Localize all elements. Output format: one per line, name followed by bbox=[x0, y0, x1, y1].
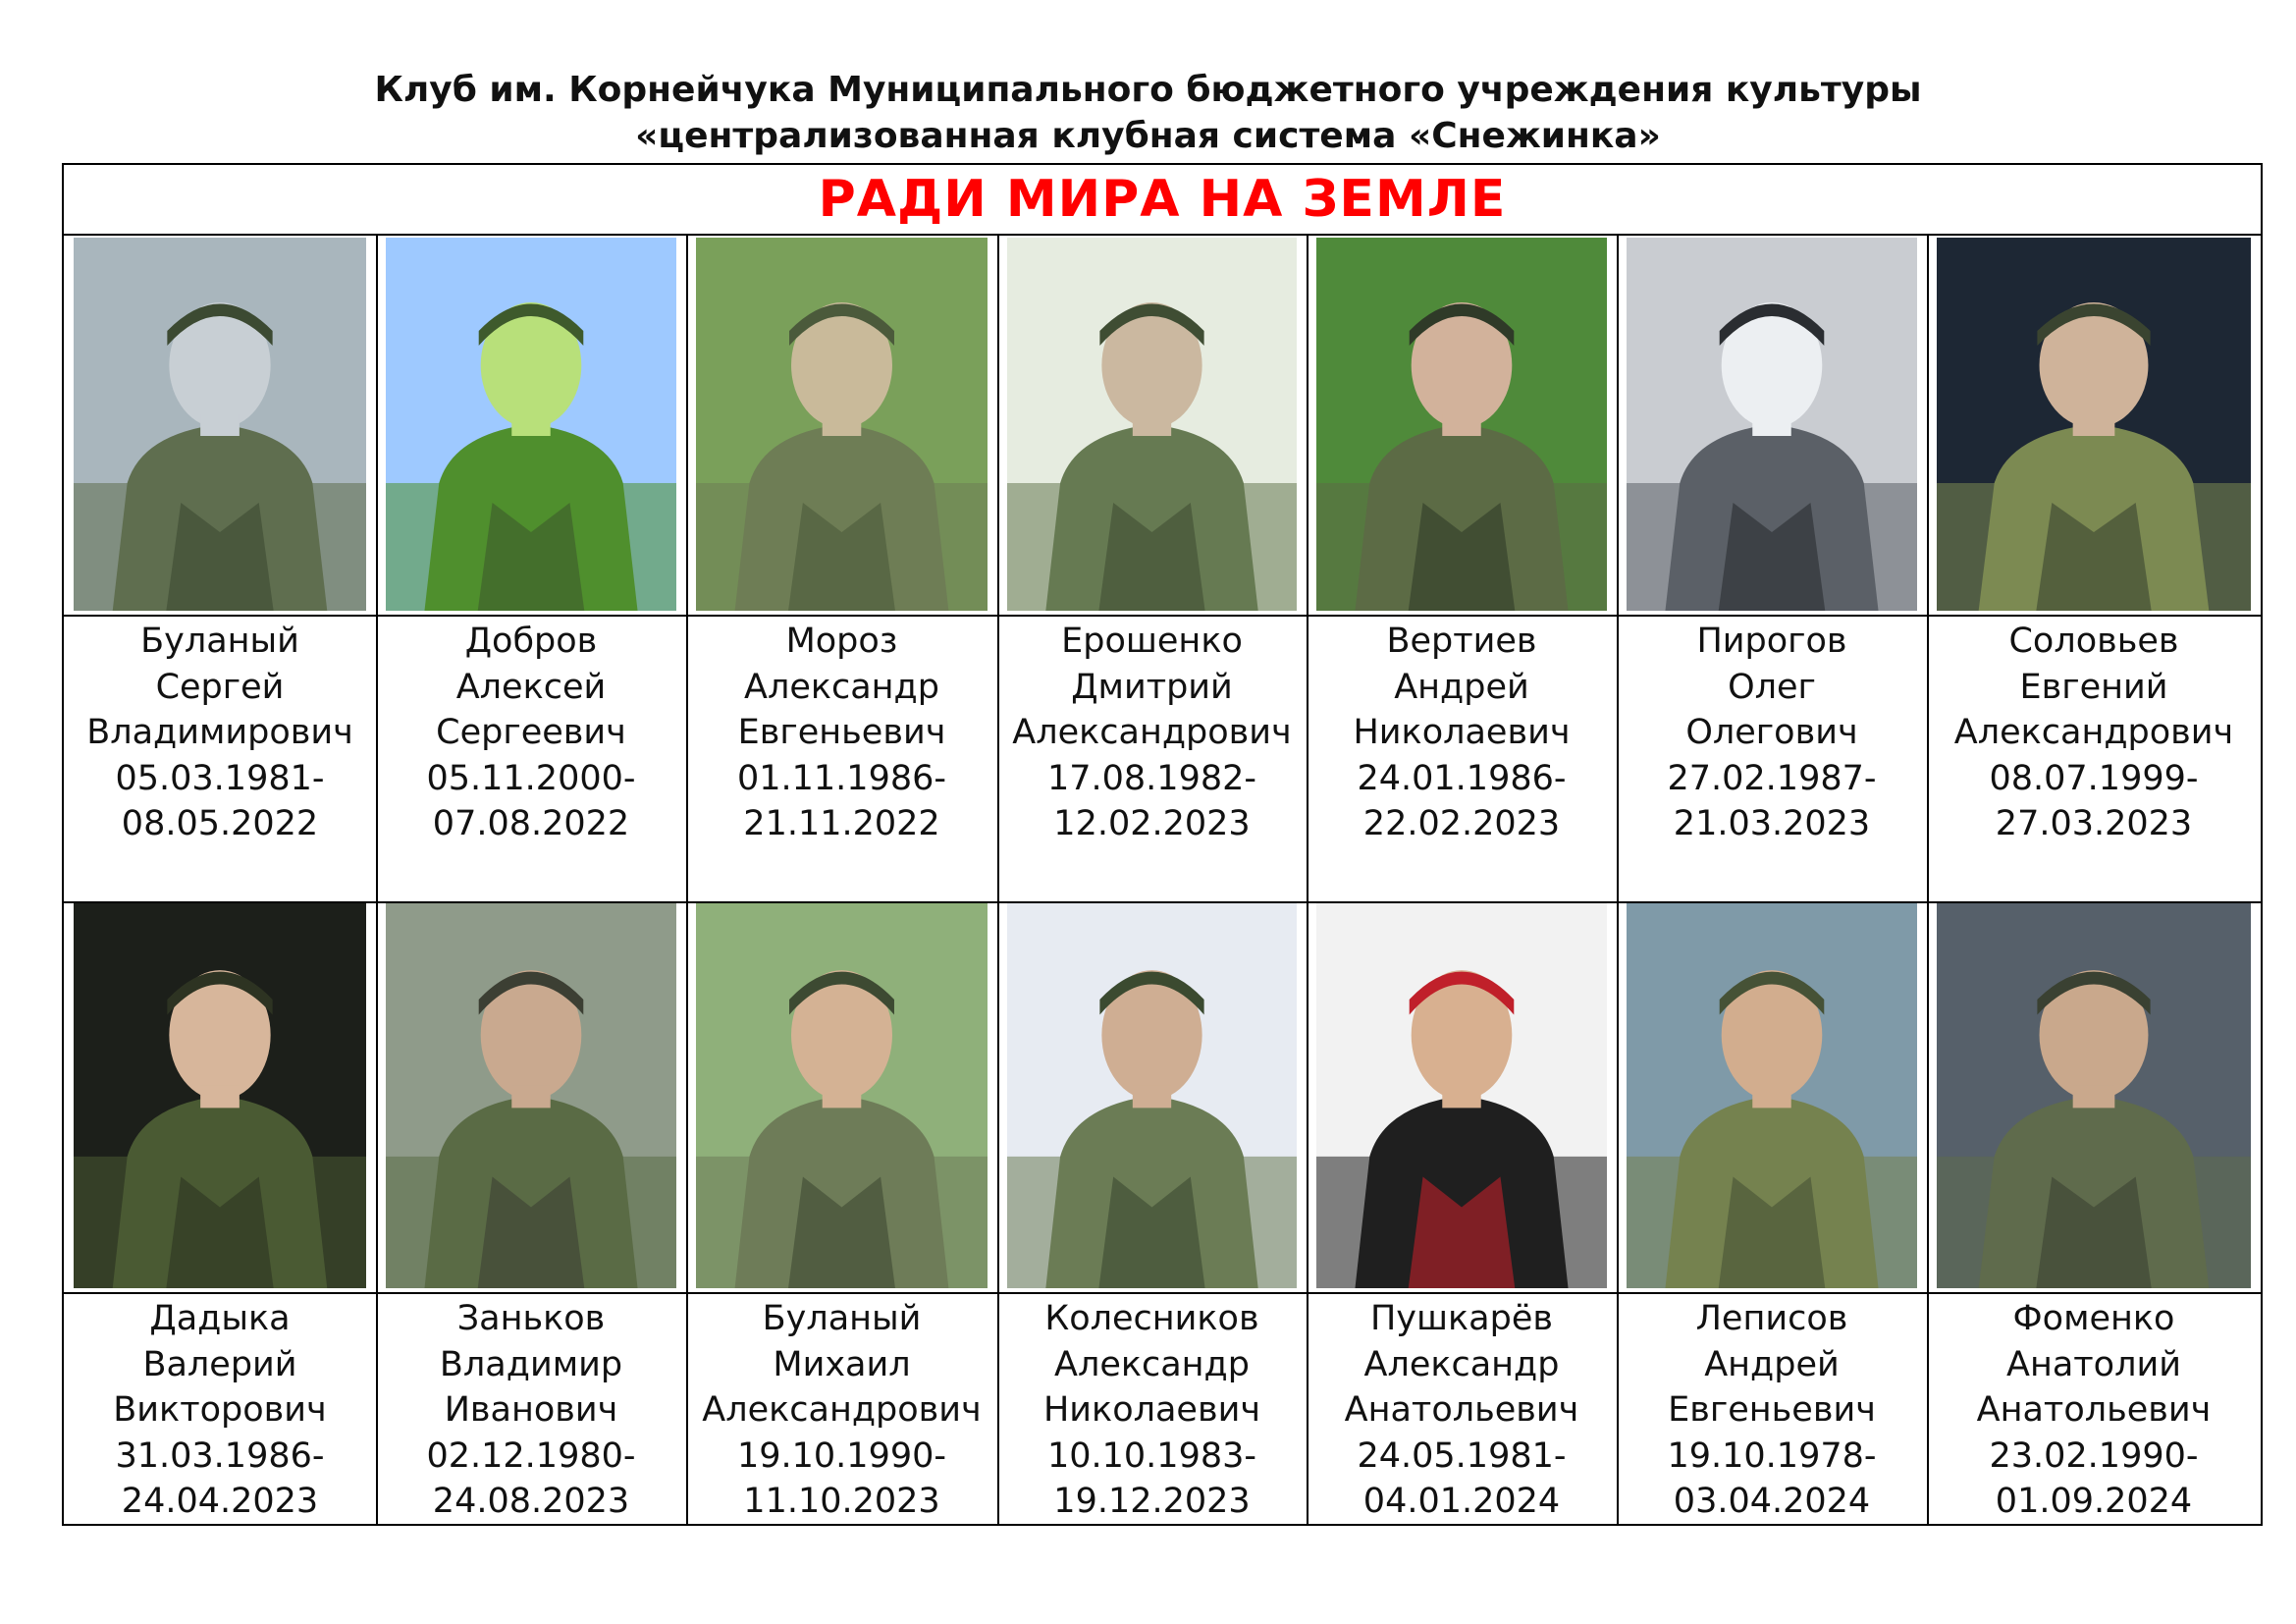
person-patronymic: Анатольевич bbox=[1344, 1390, 1579, 1430]
person-first-name: Андрей bbox=[1394, 667, 1529, 707]
portrait-photo bbox=[74, 903, 366, 1288]
portrait-silhouette bbox=[1627, 238, 1917, 611]
portrait-silhouette bbox=[74, 903, 366, 1288]
portrait-photo bbox=[1937, 903, 2251, 1288]
person-surname: Мороз bbox=[785, 622, 898, 661]
person-caption bbox=[1617, 619, 1927, 847]
person-first-name: Сергей bbox=[155, 667, 285, 707]
portrait-photo bbox=[1316, 903, 1607, 1288]
person-caption bbox=[1307, 619, 1617, 847]
person-death-date: 07.08.2022 bbox=[432, 804, 630, 843]
portrait-silhouette bbox=[386, 238, 676, 611]
person-patronymic: Владимирович bbox=[86, 713, 353, 752]
portrait-photo bbox=[1937, 238, 2251, 611]
person-death-date: 27.03.2023 bbox=[1995, 804, 2193, 843]
person-patronymic: Николаевич bbox=[1353, 713, 1571, 752]
person-surname: Соловьев bbox=[2008, 622, 2179, 661]
person-birth-date: 23.02.1990- bbox=[1989, 1435, 2199, 1476]
portrait-photo bbox=[1316, 238, 1607, 611]
person-death-date: 19.12.2023 bbox=[1053, 1482, 1251, 1521]
person-surname: Фоменко bbox=[2012, 1299, 2175, 1338]
person-death-date: 21.11.2022 bbox=[743, 804, 940, 843]
person-patronymic: Евгеньевич bbox=[737, 713, 946, 752]
person-first-name: Александр bbox=[744, 667, 939, 707]
person-surname: Добров bbox=[464, 622, 598, 661]
portrait-silhouette bbox=[696, 903, 988, 1288]
portrait-photo bbox=[74, 238, 366, 611]
person-caption bbox=[686, 1296, 997, 1525]
person-caption bbox=[64, 1296, 376, 1525]
person-first-name: Валерий bbox=[142, 1344, 297, 1384]
person-first-name: Дмитрий bbox=[1071, 667, 1233, 707]
person-first-name: Андрей bbox=[1704, 1344, 1840, 1384]
person-surname: Дадыка bbox=[149, 1299, 291, 1338]
person-birth-date: 24.01.1986- bbox=[1357, 758, 1567, 798]
portrait-silhouette bbox=[696, 238, 988, 611]
grid-line bbox=[1617, 236, 1619, 1524]
header-line-2: «централизованная клубная система «Снежинка» bbox=[635, 116, 1661, 156]
banner-title: РАДИ МИРА НА ЗЕМЛЕ bbox=[818, 170, 1507, 229]
person-surname: Пушкарёв bbox=[1369, 1299, 1554, 1338]
person-birth-date: 08.07.1999- bbox=[1989, 758, 2199, 798]
person-first-name: Алексей bbox=[455, 667, 607, 707]
portrait-silhouette bbox=[1627, 903, 1917, 1288]
portrait-silhouette bbox=[1937, 903, 2251, 1288]
person-patronymic: Александрович bbox=[1012, 713, 1292, 752]
portrait-silhouette bbox=[386, 903, 676, 1288]
person-caption bbox=[1927, 619, 2261, 847]
person-surname: Леписов bbox=[1695, 1299, 1848, 1338]
portrait-silhouette bbox=[1316, 903, 1607, 1288]
portrait-photo bbox=[386, 903, 676, 1288]
person-caption bbox=[376, 619, 686, 847]
person-caption bbox=[1307, 1296, 1617, 1525]
person-surname: Колесников bbox=[1044, 1299, 1259, 1338]
person-caption bbox=[997, 619, 1307, 847]
person-death-date: 21.03.2023 bbox=[1673, 804, 1871, 843]
grid-line bbox=[64, 901, 2261, 903]
person-birth-date: 05.11.2000- bbox=[426, 758, 636, 798]
person-first-name: Евгений bbox=[2019, 667, 2168, 707]
person-surname: Вертиев bbox=[1386, 622, 1537, 661]
grid-line bbox=[997, 236, 999, 1524]
person-birth-date: 19.10.1978- bbox=[1667, 1435, 1877, 1476]
grid-line bbox=[376, 236, 378, 1524]
person-death-date: 08.05.2022 bbox=[121, 804, 319, 843]
grid-line bbox=[64, 1292, 2261, 1294]
person-birth-date: 02.12.1980- bbox=[426, 1435, 636, 1476]
person-death-date: 24.08.2023 bbox=[432, 1482, 630, 1521]
person-first-name: Александр bbox=[1363, 1344, 1560, 1384]
grid-line bbox=[1927, 236, 1929, 1524]
person-caption bbox=[1617, 1296, 1927, 1525]
portrait-silhouette bbox=[1937, 238, 2251, 611]
person-birth-date: 27.02.1987- bbox=[1667, 758, 1877, 798]
person-caption bbox=[64, 619, 376, 847]
portrait-photo bbox=[1007, 238, 1297, 611]
person-surname: Буланый bbox=[762, 1299, 922, 1338]
person-death-date: 12.02.2023 bbox=[1053, 804, 1251, 843]
person-patronymic: Евгеньевич bbox=[1668, 1390, 1876, 1430]
portrait-photo bbox=[696, 903, 988, 1288]
portrait-photo bbox=[1627, 903, 1917, 1288]
person-surname: Ерошенко bbox=[1061, 622, 1243, 661]
person-first-name: Александр bbox=[1054, 1344, 1250, 1384]
person-patronymic: Анатольевич bbox=[1976, 1390, 2212, 1430]
person-death-date: 03.04.2024 bbox=[1673, 1482, 1871, 1521]
person-death-date: 04.01.2024 bbox=[1362, 1482, 1561, 1521]
memorial-table bbox=[62, 163, 2263, 1526]
grid-line bbox=[64, 615, 2261, 617]
person-first-name: Михаил bbox=[773, 1344, 911, 1384]
person-birth-date: 01.11.1986- bbox=[736, 758, 947, 798]
person-patronymic: Сергеевич bbox=[436, 713, 626, 752]
person-caption bbox=[1927, 1296, 2261, 1525]
person-first-name: Владимир bbox=[439, 1344, 623, 1384]
page-header bbox=[0, 67, 2296, 159]
grid-line bbox=[686, 236, 688, 1524]
portrait-photo bbox=[1007, 903, 1297, 1288]
person-first-name: Анатолий bbox=[2006, 1344, 2181, 1384]
person-birth-date: 17.08.1982- bbox=[1046, 758, 1257, 798]
portrait-silhouette bbox=[1007, 903, 1297, 1288]
person-death-date: 22.02.2023 bbox=[1362, 804, 1561, 843]
person-patronymic: Николаевич bbox=[1042, 1390, 1261, 1430]
portrait-photo bbox=[696, 238, 988, 611]
person-death-date: 24.04.2023 bbox=[121, 1482, 319, 1521]
person-surname: Буланый bbox=[140, 622, 299, 661]
person-birth-date: 24.05.1981- bbox=[1357, 1435, 1567, 1476]
person-birth-date: 31.03.1986- bbox=[115, 1435, 325, 1476]
header-line-1: Клуб им. Корнейчука Муниципального бюджетного учреждения культуры bbox=[374, 70, 1922, 110]
person-patronymic: Александрович bbox=[1953, 713, 2234, 752]
portrait-silhouette bbox=[1007, 238, 1297, 611]
person-birth-date: 10.10.1983- bbox=[1046, 1435, 1257, 1476]
person-caption bbox=[376, 1296, 686, 1525]
portrait-photo bbox=[1627, 238, 1917, 611]
person-birth-date: 05.03.1981- bbox=[115, 758, 325, 798]
person-caption bbox=[686, 619, 997, 847]
grid-line bbox=[1307, 236, 1308, 1524]
person-first-name: Олег bbox=[1728, 667, 1816, 707]
person-patronymic: Викторович bbox=[113, 1390, 327, 1430]
person-surname: Заньков bbox=[456, 1299, 606, 1338]
person-patronymic: Олегович bbox=[1685, 713, 1858, 752]
person-death-date: 11.10.2023 bbox=[743, 1482, 940, 1521]
portrait-silhouette bbox=[1316, 238, 1607, 611]
person-death-date: 01.09.2024 bbox=[1995, 1482, 2193, 1521]
person-caption bbox=[997, 1296, 1307, 1525]
person-birth-date: 19.10.1990- bbox=[736, 1435, 947, 1476]
portrait-photo bbox=[386, 238, 676, 611]
person-surname: Пирогов bbox=[1696, 622, 1847, 661]
banner bbox=[64, 165, 2261, 236]
person-patronymic: Александрович bbox=[702, 1390, 982, 1430]
portrait-silhouette bbox=[74, 238, 366, 611]
person-patronymic: Иванович bbox=[444, 1390, 618, 1430]
